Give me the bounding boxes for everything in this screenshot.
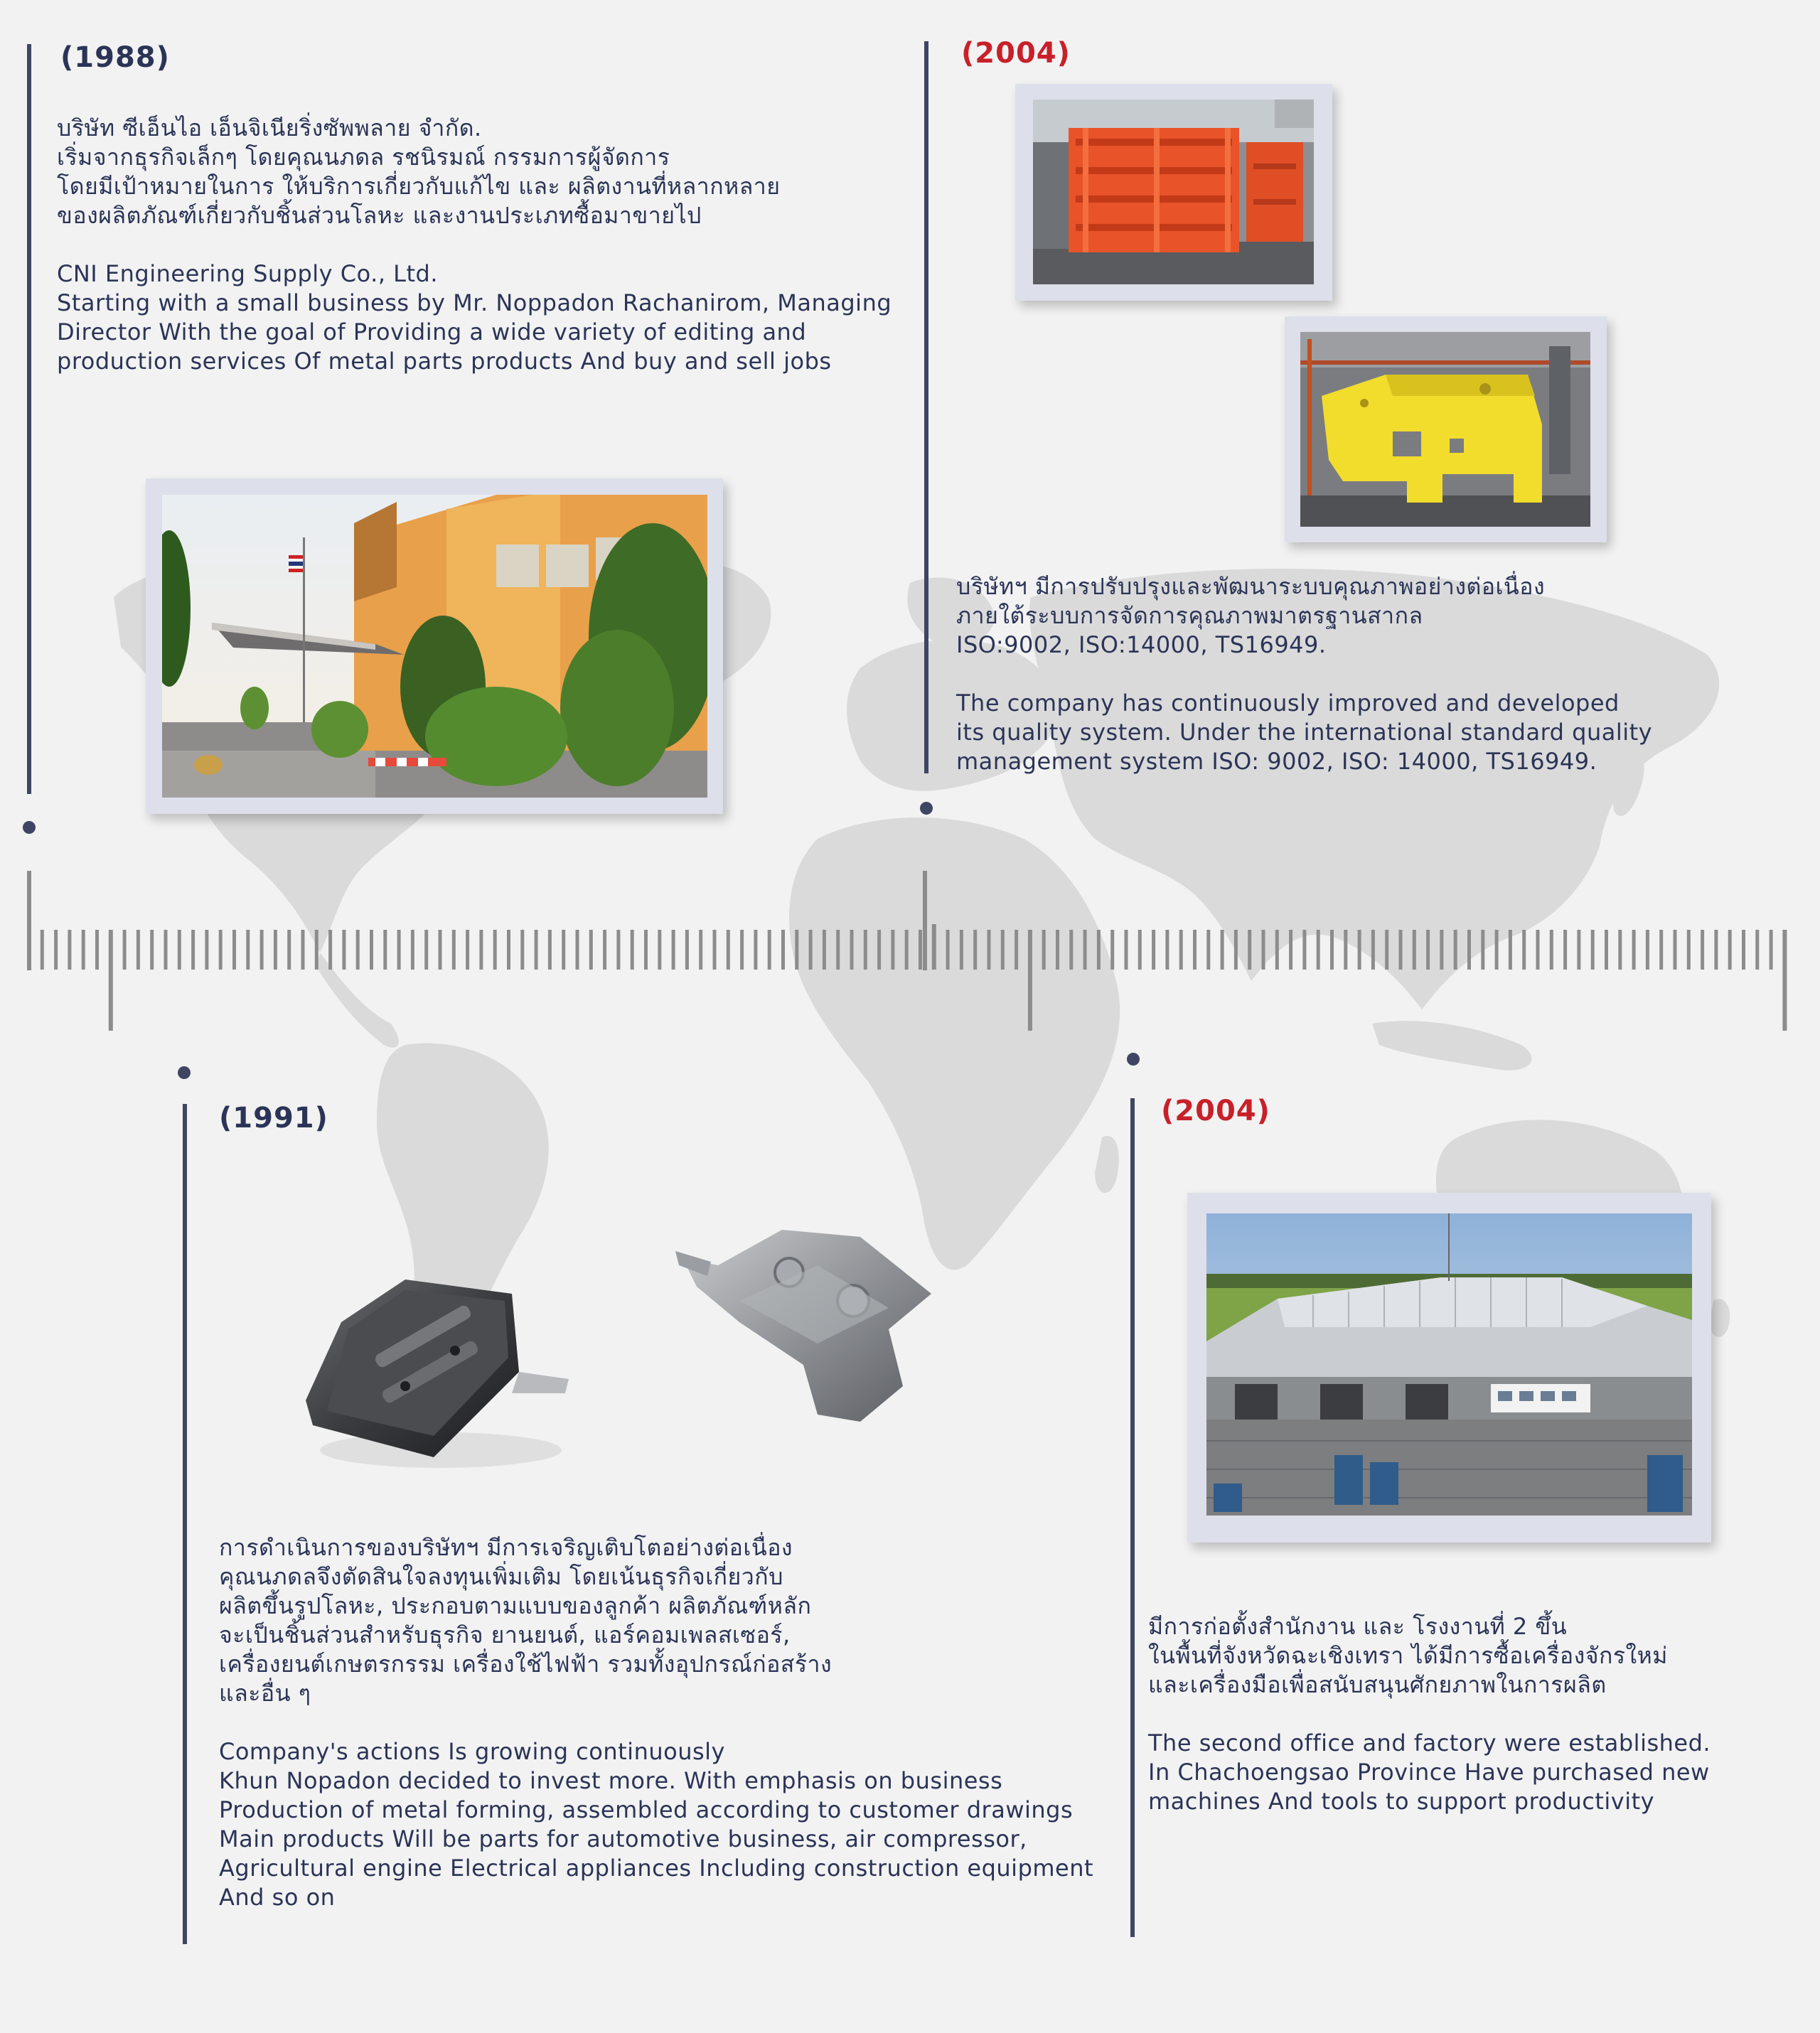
ruler-major-tick-2004 — [923, 871, 927, 970]
thai-line: และอื่น ๆ — [219, 1680, 311, 1707]
english-line: machines And tools to support productivity — [1148, 1788, 1655, 1815]
english-line: The company has continuously improved and developed — [956, 690, 1620, 717]
thai-line: คุณนภดลจึงตัดสินใจลงทุนเพิ่มเติม โดยเน้นธุรกิจเกี่ยวกับ — [219, 1563, 783, 1590]
english-line: Company's actions Is growing continuously — [219, 1738, 725, 1765]
thai-line: ISO:9002, ISO:14000, TS16949. — [956, 631, 1327, 658]
timeline-dot-1988 — [23, 821, 36, 834]
thai-line: บริษัทฯ มีการปรับปรุงและพัฒนาระบบคุณภาพอย่างต่อเนื่อง — [956, 573, 1546, 600]
thai-line: บริษัท ซีเอ็นไอ เอ็นจิเนียริ่งซัพพลาย จำกัด. — [57, 114, 482, 141]
entry-1988-text — [57, 114, 910, 376]
thai-line: จะเป็นชิ้นส่วนสำหรับธุรกิจ ยานยนต์, แอร์คอมเพลสเซอร์, — [219, 1621, 791, 1648]
photo-frame-orange-racks — [1015, 84, 1332, 301]
thai-line: โดยมีเป้าหมายในการ ให้บริการเกี่ยวกับแก้ไข และ ผลิตงานที่หลากหลาย — [57, 173, 781, 200]
english-line: Main products Will be parts for automotive business, air compressor, — [219, 1825, 1027, 1852]
yellow-part-photo — [1300, 332, 1590, 527]
timeline-dot-1991 — [178, 1066, 191, 1079]
timeline-dot-2004-top — [920, 802, 933, 815]
english-line: production services Of metal parts products And buy and sell jobs — [57, 348, 832, 375]
english-line: Agricultural engine Electrical appliances Including construction equipment — [219, 1855, 1094, 1882]
english-line: In Chachoengsao Province Have purchased new — [1148, 1759, 1710, 1786]
timeline-line-2004-top — [924, 41, 928, 773]
entry-2004-top-text — [956, 572, 1774, 776]
year-2004-bottom: (2004) — [1161, 1095, 1270, 1127]
entry-2004-bottom-text — [1148, 1612, 1809, 1816]
photo-frame-building — [146, 478, 723, 814]
thai-line: เครื่องยนต์เกษตรกรรม เครื่องใช้ไฟฟ้า รวมทั้งอุปกรณ์ก่อสร้าง — [219, 1651, 833, 1678]
thai-line: มีการก่อตั้งสำนักงาน และ โรงงานที่ 2 ขึ้น — [1148, 1613, 1568, 1640]
factory-photo — [1206, 1213, 1692, 1516]
thai-line: และเครื่องมือเพื่อสนับสนุนศักยภาพในการผลิต — [1148, 1671, 1607, 1698]
metal-part-heatshield-image — [675, 1223, 946, 1429]
year-1988: (1988) — [60, 41, 170, 74]
building-photo — [162, 495, 707, 798]
timeline-dot-2004-bottom — [1127, 1053, 1140, 1066]
thai-line: ของผลิตภัณฑ์เกี่ยวกับชิ้นส่วนโลหะ และงานประเภทซื้อมาขายไป — [57, 202, 702, 229]
english-line: Khun Nopadon decided to invest more. With emphasis on business — [219, 1767, 1003, 1794]
thai-line: ผลิตขึ้นรูปโลหะ, ประกอบตามแบบของลูกค้า ผลิตภัณฑ์หลัก — [219, 1592, 812, 1619]
thai-line: การดำเนินการของบริษัทฯ มีการเจริญเติบโตอย่างต่อเนื่อง — [219, 1534, 793, 1561]
timeline-line-1991 — [183, 1104, 187, 1944]
thai-line: ในพื้นที่จังหวัดฉะเชิงเทรา ได้มีการซื้อเครื่องจักรใหม่ — [1148, 1642, 1668, 1669]
english-line: CNI Engineering Supply Co., Ltd. — [57, 260, 439, 287]
english-line: Director With the goal of Providing a wide variety of editing and — [57, 318, 807, 345]
english-line: Production of metal forming, assembled according to customer drawings — [219, 1796, 1074, 1823]
timeline-ruler — [27, 924, 1790, 1066]
metal-part-bracket-image — [299, 1272, 583, 1479]
year-1991: (1991) — [219, 1102, 328, 1134]
thai-line: เริ่มจากธุรกิจเล็กๆ โดยคุณนภดล รชนิรมณ์ กรรมการผู้จัดการ — [57, 144, 670, 171]
thai-line: ภายใต้ระบบการจัดการคุณภาพมาตรฐานสากล — [956, 602, 1423, 629]
english-line: its quality system. Under the international standard quality — [956, 719, 1653, 746]
timeline-line-1988 — [27, 44, 31, 794]
orange-racks-photo — [1033, 100, 1314, 284]
english-line: Starting with a small business by Mr. Noppadon Rachanirom, Managing — [57, 289, 892, 316]
english-line: management system ISO: 9002, ISO: 14000, TS16949. — [956, 748, 1597, 775]
english-line: And so on — [219, 1884, 336, 1911]
ruler-major-tick-1988 — [27, 871, 31, 970]
photo-frame-yellow-part — [1285, 316, 1607, 542]
year-2004-top: (2004) — [961, 37, 1071, 70]
english-line: The second office and factory were established. — [1148, 1729, 1711, 1756]
entry-1991-text — [219, 1533, 1143, 1912]
photo-frame-factory — [1187, 1193, 1711, 1543]
